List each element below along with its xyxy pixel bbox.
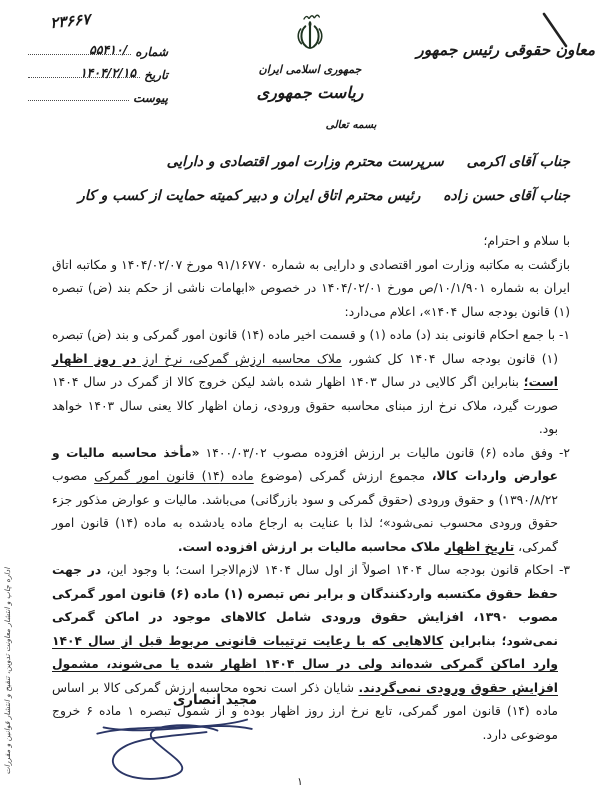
besmellah: بسمه تعالی	[325, 119, 377, 131]
text-segment: کالاهایی که با رعایت ترتیبات قانونی مربوط قبل از سال ۱۴۰۴ وارد اماکن گمرکی شده‌اند ولی در سال ۱۴۰۴ اظهار شده یا می‌شوند، مشمول افزایش حقوق ورودی نمی‌گردند.	[52, 633, 558, 695]
handwritten-number-value: ۵۵۴۱۰/	[89, 42, 128, 57]
ref-row-date	[28, 59, 168, 82]
side-print-note: اداره چاپ و انتشار معاونت تدوین، تنقیح و انتشار قوانین و مقررات	[3, 567, 12, 775]
recipient-title: سرپرست محترم وزارت امور اقتصادی و دارایی	[166, 154, 444, 170]
handwritten-date-value: ۱۴۰۴/۲/۱۵	[79, 65, 137, 80]
signatory-name: مجید انصاری	[172, 692, 258, 708]
handwritten-ref-code: ۲۳۶۶۷	[49, 9, 92, 33]
ref-block	[28, 9, 168, 105]
office-name: ریاست جمهوری	[256, 83, 364, 102]
body-paragraph-1	[52, 324, 570, 442]
text-segment: در جهت حفظ حقوق مکتسبه واردکنندگان و برابر نص تبصره (۱) ماده (۶) قانون امور گمرکی مصوب ۱۳۹۰، افزایش حقوق ورودی شامل کالاهای موجود در اماکن گمرکی نمی‌شود؛ بنابراین	[52, 563, 559, 648]
recipients	[60, 145, 570, 213]
attachment-label: پیوست	[133, 91, 168, 105]
country-name: جمهوری اسلامی ایران	[258, 63, 362, 76]
salutation: با سلام و احترام؛	[483, 234, 570, 248]
national-emblem-icon	[290, 12, 330, 58]
letterhead-center	[250, 12, 370, 102]
text-segment: ۲- وفق ماده (۶) قانون مالیات بر ارزش افزوده مصوب ۱۴۰۰/۰۳/۰۲	[199, 445, 570, 460]
intro-paragraph: بازگشت به مکاتبه وزارت امور اقتصادی و دارایی به شماره ۹۱/۱۶۷۷۰ مورخ ۱۴۰۴/۰۲/۰۷ و مکاتبه اتاق ایران به شماره ۱۰/۱/۹۰۱/ص مورخ ۱۴۰۴/۰۲/۰۱ در خصوص «ابهامات ناشی از حکم بند (ض) تبصره (۱) قانون بودجه سال ۱۴۰۴»، اعلام می‌دارد:	[52, 257, 570, 319]
text-segment: ماده (۱۴) قانون امور گمرکی	[94, 469, 254, 483]
signature-strokes	[97, 720, 251, 779]
page-number: ۱	[297, 776, 303, 788]
attachment-dotted-line	[28, 85, 129, 101]
signature-scribble-icon	[85, 704, 275, 782]
recipient-row-1	[60, 145, 570, 179]
text-segment: در روز اظهار است؛	[52, 351, 558, 389]
text-segment: شایان ذکر است نحوه محاسبه ارزش گمرکی کالا بر اساس ماده (۱۴) قانون امور گمرکی، تابع نرخ ارز روز اظهار بوده و از شمول تبصره ۱ ماده ۶ خروج موضوعی دارد.	[52, 680, 559, 742]
text-segment: مجموع ارزش گمرکی (موضوع	[253, 469, 432, 483]
text-segment: ۱- با جمع احکام قانونی بند (د) ماده (۱) و قسمت اخیر ماده (۱۴) قانون امور گمرکی و بند (ض) تبصره (۱) قانون بودجه سال ۱۴۰۴ کل کشور،	[52, 328, 570, 366]
ref-row-attachment	[28, 82, 168, 105]
text-segment: ۳- احکام قانون بودجه سال ۱۴۰۴ اصولاً از اول سال ۱۴۰۴ لازم‌الاجرا است؛ با وجود این،	[101, 563, 570, 577]
body-paragraph-2	[52, 442, 570, 560]
deputy-title: معاون حقوقی رئیس جمهور	[416, 41, 595, 59]
recipient-title: رئیس محترم اتاق ایران و دبیر کمیته حمایت از کسب و کار	[78, 188, 421, 204]
number-label: شماره	[135, 45, 168, 59]
recipient-row-2	[60, 179, 570, 213]
date-dotted-line	[28, 62, 140, 78]
text-segment: ملاک محاسبه مالیات بر ارزش افزوده است.	[177, 539, 445, 554]
letter-body	[52, 230, 570, 747]
recipient-name: جناب آقای حسن زاده	[443, 188, 570, 204]
ref-row-number	[28, 36, 168, 59]
recipient-name: جناب آقای اکرمی	[466, 154, 570, 170]
text-segment: ملاک محاسبه ارزش گمرکی، نرخ ارز	[136, 351, 342, 366]
text-segment: تاریخ اظهار	[444, 539, 515, 554]
ref-rows	[28, 36, 168, 105]
text-segment: «مأخذ محاسبه مالیات و عوارض واردات کالا،	[52, 445, 558, 483]
number-dotted-line	[28, 39, 131, 55]
text-segment: مصوب ۱۳۹۰/۸/۲۲) و حقوق ورودی (حقوق گمرکی و سود بازرگانی) می‌باشد. مالیات و عوارض مذکور جزء حقوق ورودی محسوب نمی‌شود»؛ لذا با عنایت به ارجاع ماده یادشده به ماده (۱۴) قانون امور گمرکی،	[52, 469, 559, 554]
emblem-strokes	[298, 15, 322, 48]
date-label: تاریخ	[144, 68, 168, 82]
signature-block	[85, 692, 305, 782]
text-segment: بنابراین اگر کالایی در سال ۱۴۰۳ اظهار شده باشد لیکن خروج کالا از گمرک در سال ۱۴۰۴ صورت گیرد، ملاک نرخ ارز مبنای محاسبه حقوق ورودی، زمان اظهار کالا یعنی سال ۱۴۰۳ خواهد بود.	[52, 375, 559, 436]
